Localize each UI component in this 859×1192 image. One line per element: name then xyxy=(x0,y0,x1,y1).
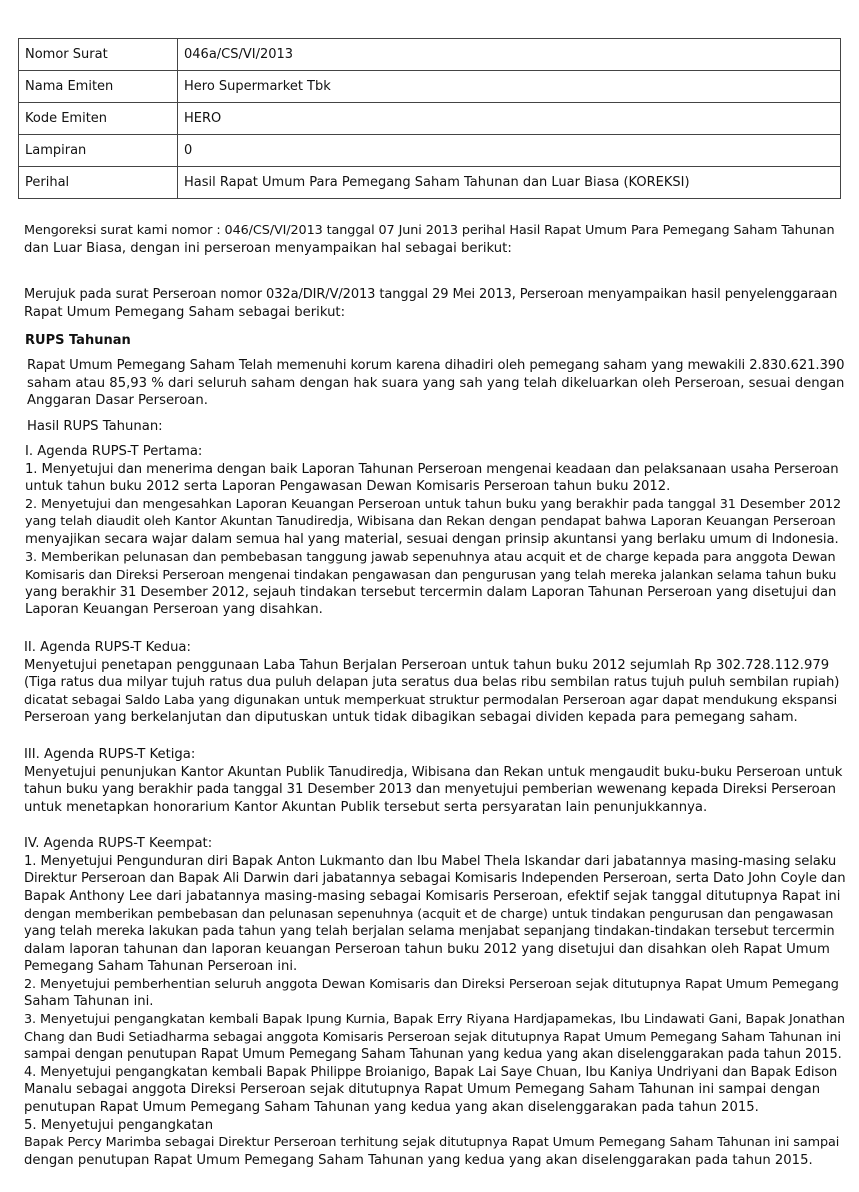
text-line: dan Luar Biasa, dengan ini perseroan menyampaikan hal sebagai berikut: xyxy=(24,240,512,256)
quorum-paragraph xyxy=(27,357,845,410)
text-line: dengan penutupan Rapat Umum Pemegang Saham Tahunan yang kedua yang akan diselenggarakan pada tahun 2015. xyxy=(24,1152,813,1168)
text-line: 1. Menyetujui dan menerima dengan baik Laporan Tahunan Perseroan mengenai keadaan dan pelaksanaan usaha Perseroan xyxy=(25,461,839,477)
agenda-1 xyxy=(25,443,840,619)
text-line: untuk tahun buku 2012 serta Laporan Pengawasan Dewan Komisaris Perseroan tahun buku 2012. xyxy=(25,479,671,495)
text-line: (Tiga ratus dua milyar tujuh ratus dua puluh delapan juta seratus dua belas ribu sembilan ratus tujuh puluh sembilan rupiah) xyxy=(24,675,840,691)
table-row xyxy=(19,167,841,199)
agenda-4 xyxy=(24,835,846,1169)
text-line: Chang dan Budi Setiadharma sebagai anggota Komisaris Perseroan sejak ditutupnya Rapat Umum Pemegang Saham Tahunan ini xyxy=(24,1029,841,1045)
text-line: Saham Tahunan ini. xyxy=(24,994,154,1010)
text-line: Anggaran Dasar Perseroan. xyxy=(27,393,208,409)
text-line: tahun buku yang berakhir pada tanggal 31 Desember 2013 dan menyetujui pemberian wewenang kepada Direksi Perseroan xyxy=(24,782,836,798)
table-row xyxy=(19,135,841,167)
text-line: yang telah mereka lakukan pada tahun yang telah berjalan selama menjabat sepanjang tindakan-tindakan tersebut tercermin xyxy=(24,923,835,939)
text-line: Manalu sebagai anggota Direksi Perseroan sejak ditutupnya Rapat Umum Pemegang Saham Tahunan ini sampai dengan xyxy=(24,1082,821,1098)
agenda-3 xyxy=(24,746,843,816)
text-line: Mengoreksi surat kami nomor : 046/CS/VI/2013 tanggal 07 Juni 2013 perihal Hasil Rapat Umum Para Pemegang Saham Tahunan xyxy=(24,223,835,238)
table-row xyxy=(19,103,841,135)
text-line: 3. Memberikan pelunasan dan pembebasan tanggung jawab sepenuhnya atau acquit et de charge kepada para anggota Dewan xyxy=(25,549,836,565)
row-label: Perihal xyxy=(19,167,178,199)
agenda-heading: I. Agenda RUPS-T Pertama: xyxy=(25,444,203,459)
text-line: dalam laporan tahunan dan laporan keuangan Perseroan tahun buku 2012 yang disetujui dan disahkan oleh Rapat Umum xyxy=(24,941,830,957)
text-line: Bapak Anthony Lee dari jabatannya masing-masing sebagai Komisaris Perseroan, efektif sejak tanggal ditutupnya Rapat ini xyxy=(24,888,841,904)
row-value: 0 xyxy=(178,135,841,167)
row-label: Nama Emiten xyxy=(19,71,178,103)
text-line: Merujuk pada surat Perseroan nomor 032a/DIR/V/2013 tanggal 29 Mei 2013, Perseroan menyampaikan hasil penyelenggaraan xyxy=(24,287,838,302)
text-line: Menyetujui penunjukan Kantor Akuntan Publik Tanudiredja, Wibisana dan Rekan untuk mengaudit buku-buku Perseroan untuk xyxy=(24,764,843,780)
agenda-heading: III. Agenda RUPS-T Ketiga: xyxy=(24,747,196,762)
text-line: dicatat sebagai Saldo Laba yang digunakan untuk memperkuat struktur permodalan Perseroan agar dapat mendukung ekspansi xyxy=(24,692,838,708)
text-line: Rapat Umum Pemegang Saham Telah memenuhi korum karena dihadiri oleh pemegang saham yang mewakili 2.830.621.390 xyxy=(27,358,845,373)
table-row xyxy=(19,39,841,71)
text-line: saham atau 85,93 % dari seluruh saham dengan hak suara yang sah yang telah dikeluarkan oleh Perseroan, sesuai dengan xyxy=(27,375,845,391)
results-label: Hasil RUPS Tahunan: xyxy=(27,419,163,434)
row-value: Hasil Rapat Umum Para Pemegang Saham Tahunan dan Luar Biasa (KOREKSI) xyxy=(178,167,841,199)
agenda-2 xyxy=(24,639,839,727)
text-line: 1. Menyetujui Pengunduran diri Bapak Anton Lukmanto dan Ibu Mabel Thela Iskandar dari jabatannya masing-masing selaku xyxy=(24,853,837,869)
table-row xyxy=(19,71,841,103)
row-label: Lampiran xyxy=(19,135,178,167)
text-line: Direktur Perseroan dan Bapak Ali Darwin dari jabatannya sebagai Komisaris Independen Perseroan, serta Dato John Coyle dan xyxy=(24,871,846,887)
text-line: 2. Menyetujui dan mengesahkan Laporan Keuangan Perseroan untuk tahun buku yang berakhir pada tanggal 31 Desember 2012 xyxy=(25,496,842,512)
text-line: Rapat Umum Pemegang Saham sebagai berikut: xyxy=(24,304,346,320)
text-line: 2. Menyetujui pemberhentian seluruh anggota Dewan Komisaris dan Direksi Perseroan sejak ditutupnya Rapat Umum Pemegang xyxy=(24,976,839,992)
text-line: sampai dengan penutupan Rapat Umum Pemegang Saham Tahunan yang kedua yang akan diselenggarakan pada tahun 2015. xyxy=(24,1047,842,1063)
text-line: 5. Menyetujui pengangkatan xyxy=(24,1117,214,1133)
text-line: untuk menetapkan honorarium Kantor Akuntan Publik tersebut serta persyaratan lain penunjukkannya. xyxy=(24,799,708,815)
text-line: yang berakhir 31 Desember 2012, sejauh tindakan tersebut tercermin dalam Laporan Tahunan Perseroan yang disetujui dan xyxy=(25,584,837,600)
letter-info-table xyxy=(18,38,841,199)
text-line: Pemegang Saham Tahunan Perseroan ini. xyxy=(24,959,298,975)
section-title: RUPS Tahunan xyxy=(25,333,131,348)
text-line: yang telah diaudit oleh Kantor Akuntan Tanudiredja, Wibisana dan Rekan dengan pendapat bahwa Laporan Keuangan Perseroan xyxy=(25,514,836,530)
row-value: 046a/CS/VI/2013 xyxy=(178,39,841,71)
reference-paragraph xyxy=(24,286,839,321)
correction-paragraph xyxy=(24,222,839,257)
text-line: Komisaris dan Direksi Perseroan mengenai tindakan pengawasan dan pengurusan yang telah mereka jalankan selama tahun buku xyxy=(25,567,837,583)
text-line: Perseroan yang berkelanjutan dan diputuskan untuk tidak dibagikan sebagai dividen kepada para pemegang saham. xyxy=(24,710,798,726)
agenda-heading: IV. Agenda RUPS-T Keempat: xyxy=(24,836,213,851)
row-label: Kode Emiten xyxy=(19,103,178,135)
text-line: Bapak Percy Marimba sebagai Direktur Perseroan terhitung sejak ditutupnya Rapat Umum Pemegang Saham Tahunan ini sampai xyxy=(24,1135,840,1151)
row-value: HERO xyxy=(178,103,841,135)
row-label: Nomor Surat xyxy=(19,39,178,71)
text-line: penutupan Rapat Umum Pemegang Saham Tahunan yang kedua yang akan diselenggarakan pada tahun 2015. xyxy=(24,1099,759,1115)
text-line: dengan memberikan pembebasan dan pelunasan sepenuhnya (acquit et de charge) untuk tindakan pengurusan dan pengawasan xyxy=(24,906,834,922)
row-value: Hero Supermarket Tbk xyxy=(178,71,841,103)
text-line: Menyetujui penetapan penggunaan Laba Tahun Berjalan Perseroan untuk tahun buku 2012 sejumlah Rp 302.728.112.979 xyxy=(24,657,830,673)
text-line: menyajikan secara wajar dalam semua hal yang material, sesuai dengan prinsip akuntansi yang berlaku umum di Indonesia. xyxy=(25,531,839,547)
text-line: 4. Menyetujui pengangkatan kembali Bapak Philippe Broianigo, Bapak Lai Saye Chuan, Ibu Kaniya Undriyani dan Bapak Edison xyxy=(24,1064,838,1080)
text-line: 3. Menyetujui pengangkatan kembali Bapak Ipung Kurnia, Bapak Erry Riyana Hardjapamekas, Ibu Lindawati Gani, Bapak Jonathan xyxy=(24,1011,845,1027)
agenda-heading: II. Agenda RUPS-T Kedua: xyxy=(24,640,191,655)
text-line: Laporan Keuangan Perseroan yang disahkan. xyxy=(25,602,323,618)
